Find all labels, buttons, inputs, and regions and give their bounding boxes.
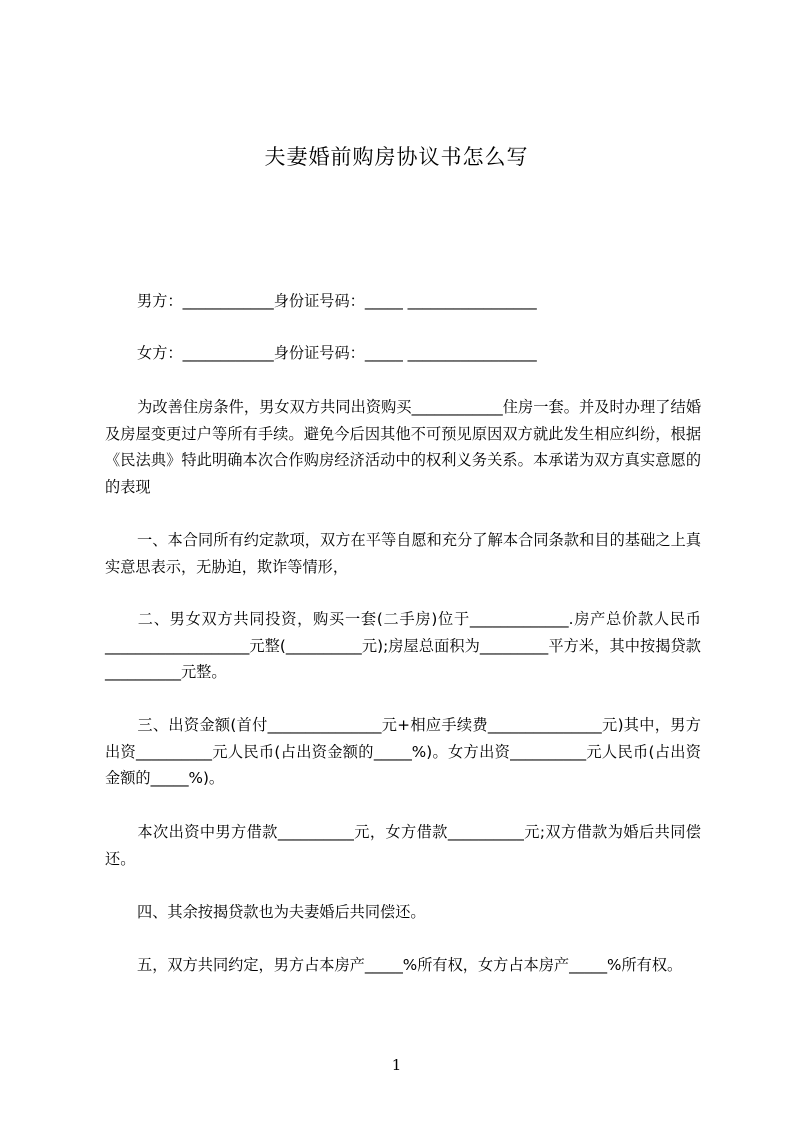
clause-1-text: 一、本合同所有约定款项，双方在平等自愿和充分了解本合同条款和目的基础之上真实意思表示，无胁迫，欺诈等情形， bbox=[105, 531, 701, 576]
loan-paragraph bbox=[105, 819, 701, 872]
loan-text: 本次出资中男方借款__________元，女方借款__________元;双方借款为婚后共同偿还。 bbox=[105, 823, 701, 868]
intro-paragraph bbox=[105, 394, 701, 500]
clause-4-paragraph bbox=[105, 899, 701, 926]
clause-2-text: 二、男女双方共同投资，购买一套(二手房)位于_____________.房产总价款人民币___________________元整(__________元);房屋总面积为_________平方米，其中按揭贷款__________元整。 bbox=[105, 610, 701, 681]
clause-1-paragraph bbox=[105, 527, 701, 580]
clause-4-text: 四、其余按揭贷款也为夫妻婚后共同偿还。 bbox=[137, 903, 426, 921]
male-party-line: 男方：____________身份证号码：_____ _________________ bbox=[137, 292, 537, 310]
clause-3-text: 三、出资金额(首付_______________元+相应手续费_______________元)其中，男方出资__________元人民币(占出资金额的_____%)。女方出资__________元人民币(占出资金额的_____%)。 bbox=[105, 716, 701, 787]
clause-5-paragraph bbox=[105, 952, 701, 979]
intro-text: 为改善住房条件，男女双方共同出资购买____________住房一套。并及时办理了结婚及房屋变更过户等所有手续。避免今后因其他不可预见原因双方就此发生相应纠纷，根据《民法典》特此明确本次合作购房经济活动中的权利义务关系。本承诺为双方真实意愿的的表现 bbox=[105, 398, 701, 496]
page-number: 1 bbox=[391, 1056, 402, 1074]
female-party-line: 女方：____________身份证号码：_____ _________________ bbox=[137, 344, 537, 362]
clause-3-paragraph bbox=[105, 712, 701, 792]
document-title: 夫妻婚前购房协议书怎么写 bbox=[264, 145, 529, 169]
clause-2-paragraph bbox=[105, 606, 701, 686]
clause-5-text: 五，双方共同约定，男方占本房产_____%所有权，女方占本房产_____%所有权。 bbox=[137, 956, 683, 974]
